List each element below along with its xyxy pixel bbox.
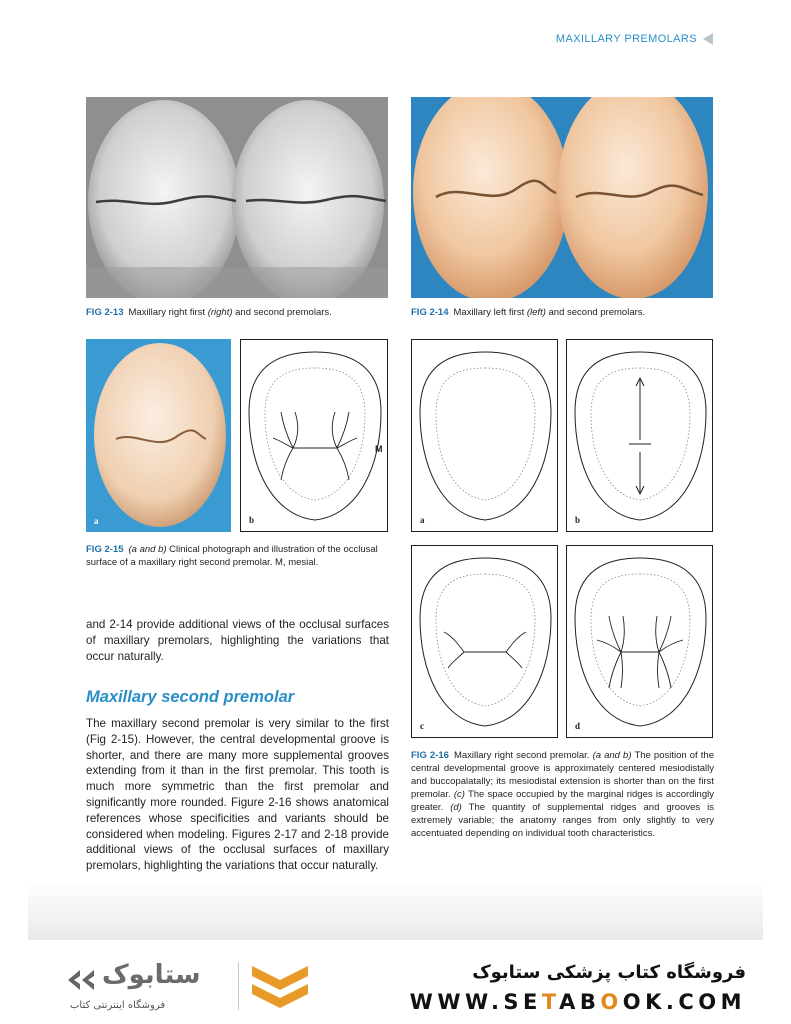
fig-2-13-photo [86, 97, 388, 298]
setabook-chevron-logo [250, 962, 310, 1014]
fig-2-16-label: FIG 2-16 [411, 750, 449, 761]
fig-2-15-caption-em: (a and b) [128, 544, 167, 555]
mesial-marker: M [375, 444, 383, 454]
fig-2-15-caption-text: Clinical photograph and illustration of the occlusal surface of a maxillary right second premolar. M, mesial. [86, 544, 378, 568]
store-url-accent1: T [541, 990, 560, 1014]
setabook-logo-text: ستابوک [102, 960, 201, 990]
fig-2-13-caption-end: and second premolars. [232, 307, 332, 318]
fig-2-16-caption [411, 749, 714, 840]
store-url-accent2: O [600, 990, 623, 1014]
fig-2-16-caption-em-c: (c) [453, 789, 465, 800]
fig-2-15a-photo [86, 339, 231, 532]
body-paragraph-2: The maxillary second premolar is very similar to the first (Fig 2-15). However, the central developmental groove is shorter, and there are many more supplemental grooves extending from it than in the first premolar. This tooth is much more symmetric than the first premolar and significantly more rounded. Figure 2-16 shows anatomical references whose specificities and variants should be considered when modeling. Figures 2-17 and 2-18 provide additional views of the occlusal surfaces of maxillary premolars, highlighting the variations that occur naturally. [86, 717, 389, 873]
running-head-text: MAXILLARY PREMOLARS [555, 33, 697, 45]
store-url-part1: WWW.SE [409, 990, 542, 1014]
fig-2-14-caption-end: and second premolars. [545, 307, 646, 318]
fig-2-14-caption [411, 306, 713, 319]
section-title: Maxillary second premolar [86, 688, 295, 706]
fig-2-13-caption [86, 306, 388, 319]
fig-2-16-caption-em-ab: (a and b) [592, 750, 632, 761]
fig-2-13-caption-text: Maxillary right first [128, 307, 208, 318]
fig-2-16-caption-em-d: (d) [450, 802, 462, 813]
fig-2-13-caption-em: (right) [207, 307, 233, 318]
running-head [556, 33, 713, 45]
fig-2-14-caption-em: (left) [526, 307, 546, 318]
fig-2-16b-drawing [566, 339, 713, 532]
setabook-logo-subtitle: فروشگاه اینترنتی کتاب [70, 1000, 166, 1011]
fig-2-15-caption [86, 543, 391, 569]
store-url-part2: AB [559, 990, 601, 1014]
fig-2-16-caption-part1: The position of the central developmental groove is approximately centered mesiodistally and buccopalatally; its mesiodistal extension is shorter than on the first premolar. [411, 750, 714, 800]
store-url[interactable] [410, 990, 746, 1014]
fig-2-15-panel-b-label: b [249, 515, 255, 525]
fig-2-16-panel-a-label: a [420, 515, 425, 525]
fig-2-16-panel-b-label: b [575, 515, 581, 525]
fig-2-16-panel-d-label: d [575, 721, 581, 731]
store-url-part3: OK.COM [622, 990, 746, 1014]
fig-2-16-caption-text: Maxillary right second premolar. [453, 750, 593, 761]
fig-2-15b-drawing [240, 339, 388, 532]
fig-2-14-caption-text: Maxillary left first [453, 307, 527, 318]
fig-2-16a-drawing [411, 339, 558, 532]
fig-2-16-caption-part2: The space occupied by the marginal ridges is accordingly greater. [411, 789, 714, 813]
store-name: فروشگاه کتاب پزشکی ستابوک [472, 962, 746, 983]
fig-2-15-label: FIG 2-15 [86, 544, 124, 555]
fig-2-16d-drawing [566, 545, 713, 738]
fig-2-14-photo [411, 97, 713, 298]
fig-2-16-panel-c-label: c [420, 721, 424, 731]
fig-2-16-caption-part3: The quantity of supplemental ridges and grooves is extremely variable; the anatomy ranges from only slightly to very accentuated depending on individual tooth characteristics. [411, 802, 714, 839]
footer-fade [28, 880, 763, 940]
fig-2-14-label: FIG 2-14 [411, 307, 449, 318]
fig-2-13-label: FIG 2-13 [86, 307, 124, 318]
arrow-left-icon [703, 33, 713, 45]
footer-divider [238, 962, 239, 1010]
body-paragraph-1: and 2-14 provide additional views of the occlusal surfaces of maxillary premolars, highlighting the variations that occur naturally. [86, 618, 389, 663]
fig-2-15-panel-a-label: a [94, 516, 99, 526]
fig-2-16c-drawing [411, 545, 558, 738]
